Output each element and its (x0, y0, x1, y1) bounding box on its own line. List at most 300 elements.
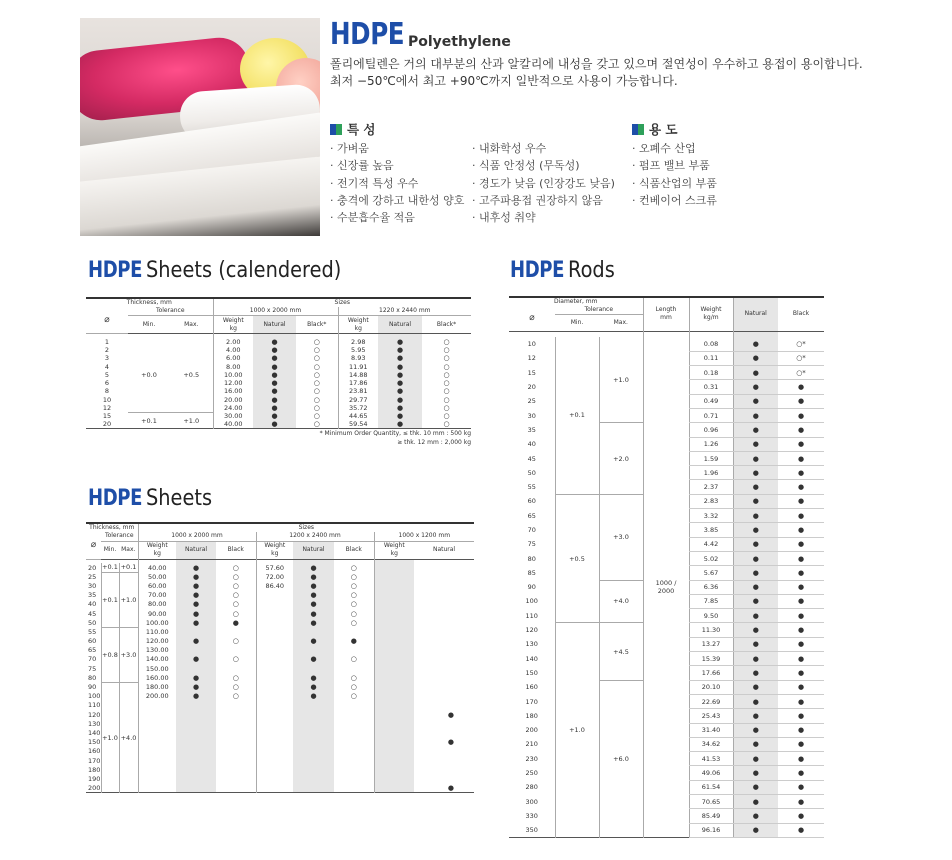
natural-mark: ● (733, 666, 778, 680)
natural-mark: ● (733, 337, 778, 351)
natural-mark: ● (293, 600, 334, 609)
black-mark: ○ (443, 345, 450, 354)
weight-cell (256, 765, 293, 774)
black-mark: ● (778, 380, 824, 394)
natural-mark (293, 719, 334, 728)
black-mark: ○ (232, 609, 239, 618)
black-mark (334, 627, 374, 636)
natural-mark: ● (733, 366, 778, 380)
black-mark: ● (350, 637, 357, 646)
black-mark: ○ (350, 673, 357, 682)
weight-cell: 5.67 (689, 566, 733, 580)
natural-mark: ● (293, 618, 334, 627)
weight-cell (256, 784, 293, 793)
natural-mark (176, 627, 216, 636)
weight-cell: 44.65 (338, 412, 378, 420)
table-row (86, 600, 474, 609)
thickness-cell: 8 (104, 387, 110, 396)
natural-mark (176, 719, 216, 728)
tolerance-min: +0.1 (555, 337, 599, 494)
weight-cell (256, 600, 293, 609)
weight-cell (374, 664, 414, 673)
diameter-cell: 20 (527, 383, 536, 392)
weight-cell: 0.11 (689, 351, 733, 365)
black-mark (334, 646, 374, 655)
table-row (86, 646, 474, 655)
tolerance-max: +0.5 (183, 370, 200, 379)
natural-mark (414, 572, 454, 581)
weight-cell (374, 719, 414, 728)
feature-item: · 고주파용접 권장하지 않음 (472, 193, 603, 207)
natural-mark: ● (176, 591, 216, 600)
thickness-cell: 45 (88, 609, 97, 618)
weight-cell: 4.00 (213, 346, 253, 354)
rods-table: Diameter, mm Length mm Weight kg/m Natural Black ⌀ Tolerance Min. Max. 10 +0.1 +1.0 1000 / 2000 0.08 ● ○* 12 0.11 ● ○* 15 0.18 ● ○* 20 0.31 ● ● 25 0.49 ● ● 30 0.71 ● ● 35 +2.0 0.96 ● ● 40 1.26 ● ● 45 1.59 ● ● 50 1.96 ● ● 55 2.37 ● ● 60 +0.5 +3.0 2.83 ● ● 65 3.32 ● ● 70 3.85 ● ● 75 4.42 ● ● 80 5.02 ● ● 85 5.67 ● ● 90 +4.0 6.36 ● ● 100 7.85 ● ● 110 9.50 ● ● 120 +1.0 +4.5 11.30 ● ● 130 13.27 ● ● 140 15.39 ● ● 150 17.66 ● ● 160 +6.0 20.10 ● ● 170 22.69 ● ● 180 25.43 ● ● 200 31.40 ● ● 210 34.62 ● ● 230 41.53 ● ● 250 49.06 ● ● 280 61.54 ● ● 300 70.65 ● ● 330 85.49 ● ● 350 96.16 ● ● (509, 296, 824, 838)
natural-mark: ● (378, 420, 422, 429)
natural-mark: ● (733, 494, 778, 508)
natural-mark (293, 765, 334, 774)
natural-mark: ● (733, 580, 778, 594)
diameter-cell: 170 (525, 697, 538, 706)
thickness-cell: 1 (104, 337, 110, 346)
table-row (86, 728, 474, 737)
weight-cell: 6.00 (213, 354, 253, 362)
black-mark: ○ (350, 581, 357, 590)
weight-cell (374, 609, 414, 618)
natural-mark: ● (253, 362, 296, 370)
thickness-cell: 2 (104, 345, 110, 354)
weight-cell: 41.53 (689, 752, 733, 766)
natural-mark: ● (733, 780, 778, 794)
natural-mark (176, 728, 216, 737)
natural-mark: ● (733, 723, 778, 737)
natural-mark: ● (293, 572, 334, 581)
natural-mark (414, 581, 454, 590)
black-mark: ○ (443, 370, 450, 379)
natural-mark (176, 710, 216, 719)
diameter-cell: 25 (527, 397, 536, 406)
black-mark: ○* (778, 351, 824, 365)
diameter-cell: 230 (525, 754, 538, 763)
brand-logo: HDPE (330, 17, 405, 52)
thickness-cell: 6 (104, 379, 110, 388)
black-mark: ○ (313, 412, 320, 421)
black-mark (216, 646, 256, 655)
black-mark: ● (778, 609, 824, 623)
diameter-cell: 30 (527, 411, 536, 420)
tolerance-max: +1.0 (599, 337, 643, 423)
natural-mark (414, 728, 454, 737)
black-mark: ○ (350, 591, 357, 600)
black-mark: ○ (232, 655, 239, 664)
black-mark: ○ (313, 387, 320, 396)
weight-cell: 140.00 (138, 655, 176, 664)
weight-cell: 0.31 (689, 380, 733, 394)
black-mark: ○ (313, 404, 320, 413)
natural-mark (176, 646, 216, 655)
tolerance-max: +1.0 (170, 412, 213, 429)
weight-cell (138, 747, 176, 756)
weight-cell: 24.00 (213, 404, 253, 412)
weight-cell: 30.00 (213, 412, 253, 420)
table-row (86, 682, 474, 691)
natural-mark: ● (253, 379, 296, 387)
weight-cell (256, 655, 293, 664)
tolerance-min: +0.1 (102, 563, 118, 572)
diameter-cell: 15 (527, 368, 536, 377)
natural-mark (414, 664, 454, 673)
diameter-cell: 70 (527, 526, 536, 534)
black-mark (334, 701, 374, 710)
natural-mark: ● (447, 738, 455, 747)
black-mark (334, 664, 374, 673)
natural-mark (293, 627, 334, 636)
table-row (86, 673, 474, 682)
natural-mark: ● (253, 371, 296, 379)
weight-cell: 57.60 (256, 563, 293, 572)
sheets-title: HDPE Sheets (88, 486, 212, 511)
natural-mark (293, 774, 334, 783)
weight-cell (256, 591, 293, 600)
weight-cell: 0.18 (689, 366, 733, 380)
natural-mark: ● (733, 737, 778, 751)
natural-mark (414, 673, 454, 682)
natural-mark: ● (378, 412, 422, 420)
natural-mark: ● (176, 581, 216, 590)
brand-logo: HDPE (510, 258, 564, 283)
weight-cell: 2.37 (689, 480, 733, 494)
table-row (86, 591, 474, 600)
natural-mark: ● (253, 412, 296, 420)
description-line: 폴리에틸렌은 거의 대부분의 산과 알칼리에 내성을 갖고 있으며 절연성이 우수하고 용접이 용이합니다. (330, 57, 863, 71)
natural-mark: ● (733, 680, 778, 694)
weight-cell (138, 756, 176, 765)
diameter-cell: 55 (527, 483, 536, 492)
weight-cell (374, 738, 414, 747)
weight-cell: 20.00 (213, 396, 253, 404)
black-mark: ● (778, 437, 824, 451)
natural-mark: ● (733, 566, 778, 580)
weight-cell: 5.95 (338, 346, 378, 354)
features-list-1 (330, 140, 464, 226)
sheets-table: Thickness, mm Sizes ⌀ Tolerance 1000 x 2000 mm 1200 x 2400 mm 1000 x 1200 mm Min. Max. Weight kg Natural Black Weight kg Natural Black Weight kg Natural 20 +0.1 +0.1 40.00 ● ○ 57.60 ● ○ 25 +0.1 +1.0 50.00 ● ○ 72.00 ● ○ 30 60.00 ● ○ 86.40 ● ○ 35 70.00 ● ○ ● ○ 40 80.00 ● ○ ● ○ 45 90.00 ● ○ ● ○ 50 100.00 ● ● ● ○ 55 +0.8 +3.0 110.00 60 120.00 ● ○ ● ● 65 130.00 70 140.00 ● ○ ● ○ 75 150.00 80 160.00 ● ○ ● ○ 90 +1.0 +4.0 180.00 ● ○ ● ○ 100 200.00 ● ○ ● ○ 110 120 ● 130 140 150 ● 160 170 180 190 200 ● (86, 522, 474, 793)
weight-cell (138, 710, 176, 719)
table-row (86, 618, 474, 627)
weight-cell (138, 774, 176, 783)
weight-cell (256, 664, 293, 673)
weight-cell (374, 673, 414, 682)
table-row (509, 337, 824, 351)
table-row (86, 765, 474, 774)
natural-mark: ● (378, 404, 422, 412)
natural-mark: ● (733, 809, 778, 823)
weight-cell: 14.88 (338, 371, 378, 379)
natural-mark (414, 600, 454, 609)
weight-cell (374, 637, 414, 646)
black-mark: ○* (778, 366, 824, 380)
tolerance-max: +1.0 (119, 572, 138, 627)
weight-cell: 10.00 (213, 371, 253, 379)
natural-mark (293, 710, 334, 719)
weight-cell (138, 728, 176, 737)
calendered-title: HDPE Sheets (calendered) (88, 258, 342, 283)
natural-mark (414, 774, 454, 783)
black-mark: ● (778, 795, 824, 809)
natural-mark: ● (733, 551, 778, 565)
weight-cell (256, 618, 293, 627)
weight-cell: 2.00 (213, 338, 253, 346)
black-mark: ● (778, 709, 824, 723)
black-mark: ○ (313, 379, 320, 388)
weight-cell: 7.85 (689, 594, 733, 608)
use-item: · 오폐수 산업 (632, 142, 696, 155)
weight-cell (256, 747, 293, 756)
weight-cell: 200.00 (138, 692, 176, 701)
weight-cell: 12.00 (213, 379, 253, 387)
weight-cell: 29.77 (338, 396, 378, 404)
black-mark: ● (778, 694, 824, 708)
weight-cell (374, 581, 414, 590)
thickness-cell: 170 (88, 756, 101, 765)
black-mark: ● (778, 566, 824, 580)
thickness-cell: 30 (88, 581, 97, 590)
black-mark: ● (778, 766, 824, 780)
black-mark: ○ (443, 379, 450, 388)
natural-mark: ● (253, 354, 296, 362)
diameter-cell: 130 (525, 640, 538, 649)
black-mark (216, 774, 256, 783)
natural-mark (414, 618, 454, 627)
weight-cell (374, 682, 414, 691)
natural-mark (293, 646, 334, 655)
table-row (86, 756, 474, 765)
weight-cell: 11.30 (689, 623, 733, 637)
weight-cell: 1.96 (689, 466, 733, 480)
table-row (86, 637, 474, 646)
natural-mark (414, 719, 454, 728)
black-mark (216, 710, 256, 719)
diameter-cell: 75 (527, 540, 536, 549)
weight-cell (374, 572, 414, 581)
diameter-cell: 210 (525, 740, 538, 749)
diameter-cell: 85 (527, 568, 536, 577)
weight-cell (374, 747, 414, 756)
weight-cell (256, 646, 293, 655)
diameter-cell: 120 (525, 626, 538, 635)
tolerance-min: +0.1 (128, 412, 170, 429)
thickness-cell: 110 (88, 701, 101, 710)
black-mark: ● (778, 394, 824, 408)
natural-mark: ● (176, 673, 216, 682)
weight-cell (138, 719, 176, 728)
weight-cell (374, 600, 414, 609)
weight-cell: 5.02 (689, 551, 733, 565)
natural-mark (176, 664, 216, 673)
natural-mark: ● (733, 766, 778, 780)
table-row (86, 627, 474, 636)
thickness-cell: 190 (88, 774, 101, 783)
description-line: 최저 −50℃에서 최고 +90℃까지 일반적으로 사용이 가능합니다. (330, 74, 678, 88)
table-row (86, 701, 474, 710)
thickness-cell: 75 (88, 664, 97, 673)
diameter-cell: 90 (527, 583, 536, 592)
weight-cell: 0.71 (689, 408, 733, 422)
natural-mark: ● (176, 572, 216, 581)
natural-mark: ● (447, 710, 455, 719)
weight-cell (256, 710, 293, 719)
natural-mark (293, 728, 334, 737)
weight-cell: 11.91 (338, 362, 378, 370)
black-mark: ○ (350, 609, 357, 618)
black-mark: ○ (350, 563, 357, 572)
natural-mark: ● (293, 637, 334, 646)
table-row (86, 338, 471, 346)
black-mark (216, 784, 256, 793)
weight-cell (256, 692, 293, 701)
thickness-cell: 40 (88, 600, 97, 609)
natural-mark: ● (378, 371, 422, 379)
natural-mark: ● (253, 387, 296, 395)
weight-cell: 85.49 (689, 809, 733, 823)
weight-cell (256, 682, 293, 691)
black-mark (334, 710, 374, 719)
feature-item: · 식품 안정성 (무독성) (472, 159, 580, 173)
weight-cell: 8.00 (213, 362, 253, 370)
natural-mark (414, 756, 454, 765)
black-mark: ○ (443, 412, 450, 421)
natural-mark: ● (293, 655, 334, 664)
natural-mark (414, 637, 454, 646)
diameter-cell: 160 (525, 683, 538, 692)
weight-cell (374, 710, 414, 719)
black-mark (216, 701, 256, 710)
weight-cell (374, 701, 414, 710)
black-mark: ○ (232, 572, 239, 581)
brand-logo: HDPE (88, 486, 142, 511)
weight-cell: 17.66 (689, 666, 733, 680)
natural-mark: ● (733, 637, 778, 651)
natural-mark: ● (253, 420, 296, 429)
black-mark: ● (778, 451, 824, 465)
natural-mark: ● (733, 351, 778, 365)
black-mark: ○ (443, 337, 450, 346)
weight-cell (374, 784, 414, 793)
weight-cell: 15.39 (689, 652, 733, 666)
natural-mark (414, 609, 454, 618)
weight-cell: 130.00 (138, 646, 176, 655)
natural-mark: ● (733, 694, 778, 708)
natural-mark (176, 747, 216, 756)
thickness-cell: 20 (88, 563, 97, 572)
table-row (86, 774, 474, 783)
weight-cell: 0.49 (689, 394, 733, 408)
black-mark: ● (778, 737, 824, 751)
feature-item: · 수분흡수율 적음 (330, 211, 415, 225)
black-mark: ○ (232, 581, 239, 590)
natural-mark: ● (253, 404, 296, 412)
black-mark: ● (778, 480, 824, 494)
natural-mark (176, 774, 216, 783)
table-row (86, 655, 474, 664)
thickness-cell: 20 (102, 420, 112, 429)
black-mark: ● (778, 723, 824, 737)
weight-cell: 13.27 (689, 637, 733, 651)
weight-cell: 17.86 (338, 379, 378, 387)
use-item: · 식품산업의 부품 (632, 176, 717, 190)
black-mark (334, 765, 374, 774)
weight-cell: 70.00 (138, 591, 176, 600)
thickness-cell: 90 (88, 683, 97, 692)
black-mark (334, 719, 374, 728)
weight-cell (374, 591, 414, 600)
weight-cell (374, 563, 414, 572)
table-row (86, 563, 474, 572)
natural-mark: ● (176, 600, 216, 609)
weight-cell: 8.93 (338, 354, 378, 362)
natural-mark: ● (733, 623, 778, 637)
weight-cell: 70.65 (689, 795, 733, 809)
feature-item: · 전기적 특성 우수 (330, 176, 419, 190)
table-row (86, 581, 474, 590)
thickness-cell: 70 (88, 655, 97, 664)
black-mark: ● (778, 580, 824, 594)
table-row (86, 664, 474, 673)
black-mark: ● (778, 509, 824, 523)
weight-cell: 25.43 (689, 709, 733, 723)
black-mark: ● (778, 652, 824, 666)
black-mark: ○ (443, 354, 450, 363)
natural-mark (414, 765, 454, 774)
tolerance-min: +1.0 (555, 623, 599, 837)
weight-cell: 6.36 (689, 580, 733, 594)
natural-mark: ● (733, 394, 778, 408)
weight-cell: 49.06 (689, 766, 733, 780)
natural-mark: ● (176, 563, 216, 572)
black-mark (334, 756, 374, 765)
black-mark: ○ (443, 404, 450, 413)
natural-mark (293, 664, 334, 673)
weight-cell: 59.54 (338, 420, 378, 429)
weight-cell (374, 765, 414, 774)
weight-cell (138, 765, 176, 774)
natural-mark (293, 784, 334, 793)
tolerance-min: +0.8 (101, 627, 119, 682)
weight-cell: 100.00 (138, 618, 176, 627)
weight-cell (138, 738, 176, 747)
black-mark: ● (778, 780, 824, 794)
diameter-cell: 12 (527, 354, 536, 363)
natural-mark: ● (378, 396, 422, 404)
thickness-cell: 150 (88, 738, 101, 747)
weight-cell: 0.08 (689, 337, 733, 351)
black-mark: ● (778, 680, 824, 694)
brand-subtitle: Polyethylene (408, 34, 511, 50)
table-row (86, 412, 471, 420)
features-list-2 (472, 140, 615, 226)
natural-mark: ● (253, 396, 296, 404)
weight-cell: 40.00 (138, 563, 176, 572)
weight-cell: 96.16 (689, 823, 733, 837)
thickness-cell: 140 (88, 728, 101, 737)
black-mark: ○ (232, 692, 239, 701)
product-photo (80, 18, 320, 236)
weight-cell (374, 774, 414, 783)
weight-cell (256, 627, 293, 636)
black-mark: ○ (350, 572, 357, 581)
natural-mark: ● (733, 752, 778, 766)
black-mark: ○ (313, 370, 320, 379)
black-mark: ○ (350, 618, 357, 627)
